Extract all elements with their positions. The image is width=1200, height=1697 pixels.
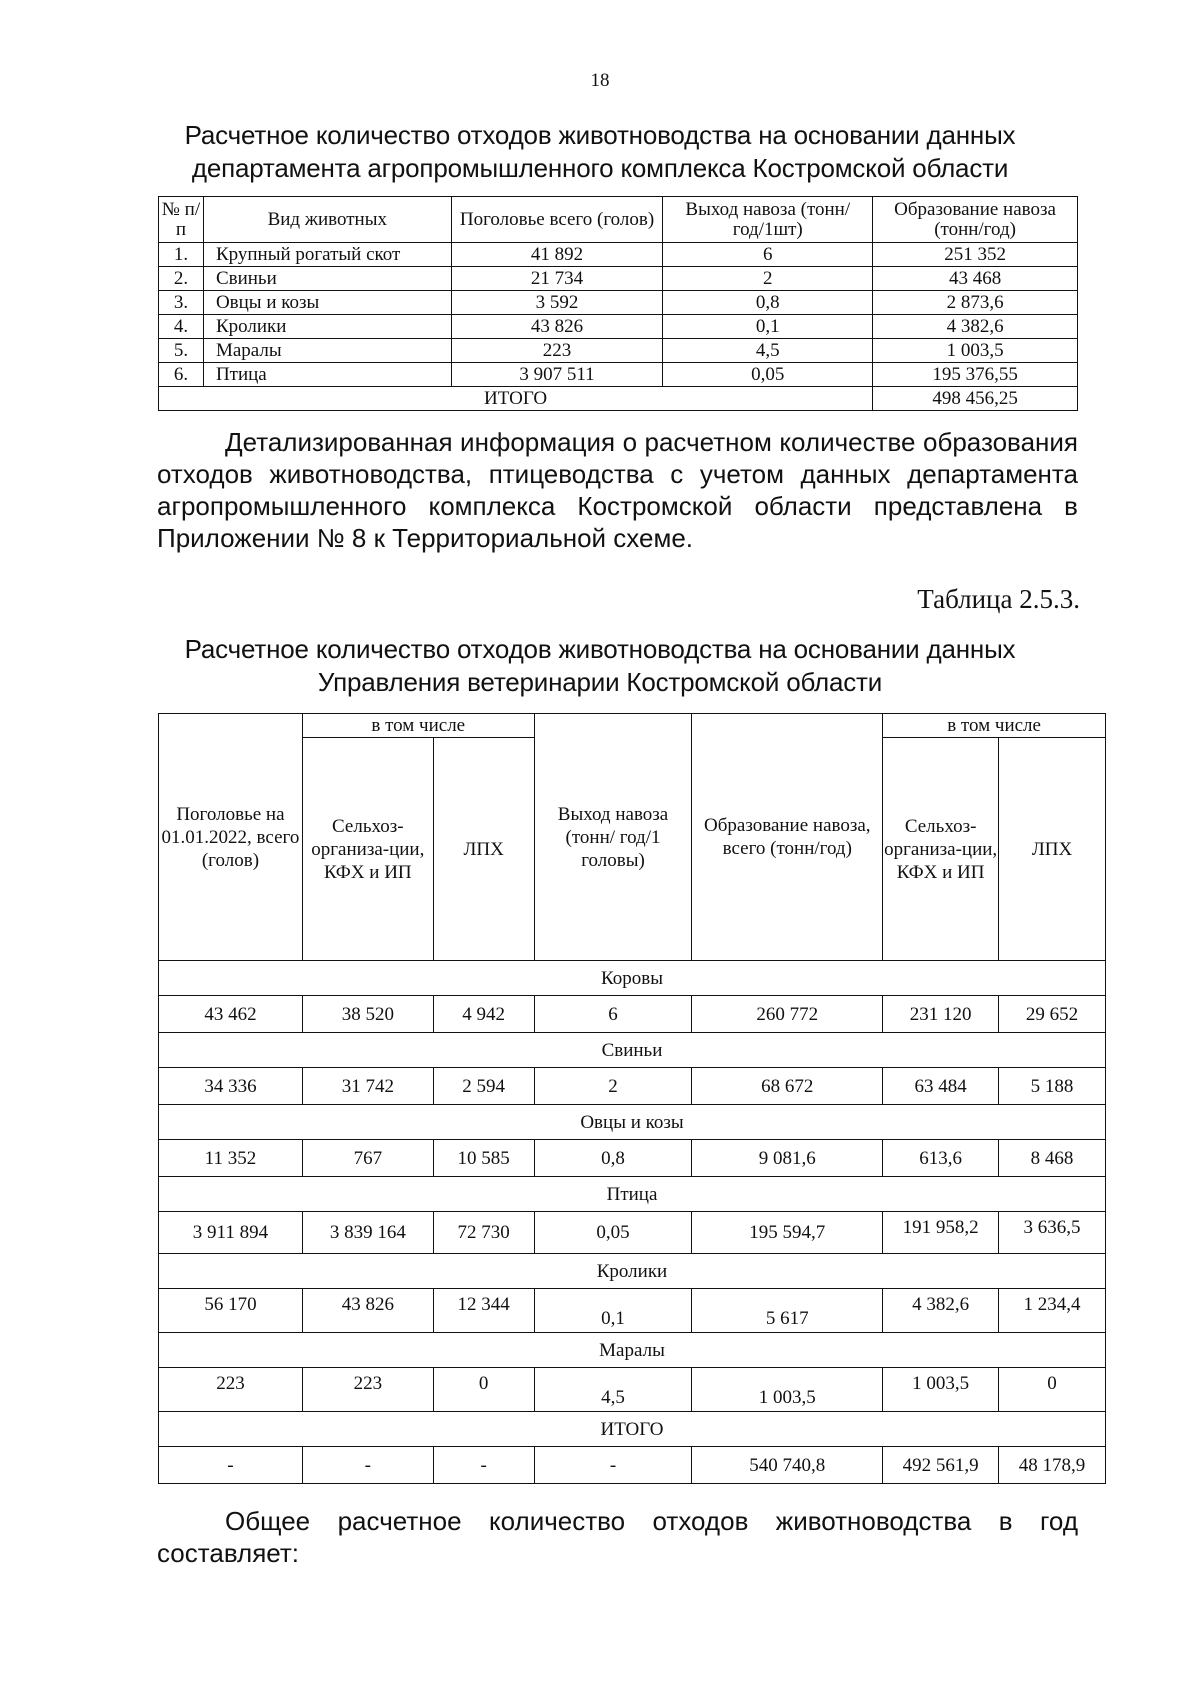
cell-num: 5. — [159, 339, 204, 363]
header-formation: Образование навоза, всего (тонн/год) — [692, 714, 883, 961]
table-row — [159, 363, 1078, 387]
table-row — [159, 1068, 1106, 1105]
paragraph-1 — [157, 426, 1078, 554]
category-row — [159, 1033, 1106, 1068]
cell-formation: 195 376,55 — [873, 363, 1078, 387]
cell-agro-formation: 63 484 — [883, 1068, 999, 1105]
table2-total-row — [159, 1447, 1106, 1484]
cell-count: 3 907 511 — [451, 363, 663, 387]
table1-total-row — [159, 387, 1078, 411]
cell-formation: 5 617 — [692, 1289, 883, 1333]
cell-count: 21 734 — [451, 267, 663, 291]
total-cell: 48 178,9 — [999, 1447, 1106, 1484]
cell-num: 1. — [159, 243, 204, 267]
cell-count: 43 826 — [451, 315, 663, 339]
table-row — [159, 291, 1078, 315]
cell-formation: 260 772 — [692, 996, 883, 1033]
cell-agro-formation: 613,6 — [883, 1140, 999, 1177]
total-cell: - — [302, 1447, 433, 1484]
cell-output: 6 — [663, 243, 873, 267]
cell-count: 43 462 — [159, 996, 303, 1033]
paragraph-line: Приложении № 8 к Территориальной схеме. — [157, 523, 694, 553]
table1-title-line: Расчетное количество отходов животноводства на основании данных — [184, 120, 1016, 150]
table2-title-line: Расчетное количество отходов животноводства на основании данных — [184, 634, 1016, 664]
total-cell: 540 740,8 — [692, 1447, 883, 1484]
paragraph-2 — [157, 1505, 1078, 1569]
cell-agro-formation: 4 382,6 — [883, 1289, 999, 1333]
cell-output: 2 — [534, 1068, 692, 1105]
cell-agro: 43 826 — [302, 1289, 433, 1333]
cell-output: 0,1 — [663, 315, 873, 339]
cell-agro-formation: 231 120 — [883, 996, 999, 1033]
cell-formation: 2 873,6 — [873, 291, 1078, 315]
category-label: Овцы и козы — [159, 1105, 1106, 1140]
cell-lph-formation: 29 652 — [999, 996, 1106, 1033]
cell-formation: 9 081,6 — [692, 1140, 883, 1177]
cell-num: 4. — [159, 315, 204, 339]
category-label: Кролики — [159, 1254, 1106, 1289]
cell-count: 34 336 — [159, 1068, 303, 1105]
cell-formation: 4 382,6 — [873, 315, 1078, 339]
header-num: № п/п — [159, 197, 204, 243]
category-row — [159, 1105, 1106, 1140]
cell-output: 4,5 — [663, 339, 873, 363]
cell-num: 6. — [159, 363, 204, 387]
total-value: 498 456,25 — [873, 387, 1078, 411]
total-label: ИТОГО — [159, 1412, 1106, 1447]
header-lph-right: ЛПХ — [999, 738, 1106, 961]
category-label: Свиньи — [159, 1033, 1106, 1068]
table2-title — [150, 633, 1050, 699]
category-row — [159, 1177, 1106, 1212]
cell-type: Маралы — [203, 339, 451, 363]
cell-count: 223 — [451, 339, 663, 363]
cell-agro-formation: 191 958,2 — [883, 1212, 999, 1254]
cell-type: Свиньи — [203, 267, 451, 291]
category-row — [159, 1333, 1106, 1368]
cell-lph: 10 585 — [433, 1140, 534, 1177]
cell-lph-formation: 0 — [999, 1368, 1106, 1412]
category-row — [159, 961, 1106, 996]
header-count: Поголовье всего (голов) — [451, 197, 663, 243]
table1-title-line: департамента агропромышленного комплекса Костромской области — [191, 153, 1009, 183]
cell-num: 3. — [159, 291, 204, 315]
table-row — [159, 243, 1078, 267]
total-cell: - — [159, 1447, 303, 1484]
cell-output: 0,05 — [534, 1212, 692, 1254]
cell-output: 0,8 — [534, 1140, 692, 1177]
header-formation: Образование навоза (тонн/год) — [873, 197, 1078, 243]
cell-count: 56 170 — [159, 1289, 303, 1333]
table-label: Таблица 2.5.3. — [917, 584, 1080, 614]
cell-count: 3 911 894 — [159, 1212, 303, 1254]
paragraph-line: Общее расчетное количество отходов животноводства в год — [225, 1506, 1078, 1536]
category-label: Птица — [159, 1177, 1106, 1212]
category-row — [159, 1254, 1106, 1289]
cell-lph-formation: 3 636,5 — [999, 1212, 1106, 1254]
header-count: Поголовье на 01.01.2022, всего (голов) — [159, 714, 303, 961]
cell-type: Крупный рогатый скот — [203, 243, 451, 267]
category-row — [159, 1412, 1106, 1447]
cell-formation: 1 003,5 — [873, 339, 1078, 363]
cell-type: Овцы и козы — [203, 291, 451, 315]
table2 — [158, 713, 1106, 1484]
table-row — [159, 1289, 1106, 1333]
header-lph-left: ЛПХ — [433, 738, 534, 961]
cell-lph: 72 730 — [433, 1212, 534, 1254]
cell-count: 41 892 — [451, 243, 663, 267]
cell-num: 2. — [159, 267, 204, 291]
header-agro-left: Сельхоз-организа-ции, КФХ и ИП — [302, 738, 433, 961]
cell-count: 11 352 — [159, 1140, 303, 1177]
total-cell: 492 561,9 — [883, 1447, 999, 1484]
table-row — [159, 315, 1078, 339]
table2-header-row-1 — [159, 714, 1106, 738]
cell-type: Птица — [203, 363, 451, 387]
table1 — [158, 196, 1078, 411]
cell-formation: 1 003,5 — [692, 1368, 883, 1412]
paragraph-line: агропромышленного комплекса Костромской области представлена в — [157, 491, 1078, 521]
header-in-total-left: в том числе — [302, 714, 534, 738]
table1-header-row — [159, 197, 1078, 243]
cell-formation: 43 468 — [873, 267, 1078, 291]
paragraph-line: Детализированная информация о расчетном количестве образования — [225, 427, 1078, 457]
cell-agro: 223 — [302, 1368, 433, 1412]
category-label: Маралы — [159, 1333, 1106, 1368]
table-row — [159, 996, 1106, 1033]
cell-formation: 195 594,7 — [692, 1212, 883, 1254]
cell-agro: 767 — [302, 1140, 433, 1177]
total-cell: - — [433, 1447, 534, 1484]
cell-agro-formation: 1 003,5 — [883, 1368, 999, 1412]
table-row — [159, 1140, 1106, 1177]
table-row — [159, 1368, 1106, 1412]
cell-output: 6 — [534, 996, 692, 1033]
total-cell: - — [534, 1447, 692, 1484]
cell-agro: 38 520 — [302, 996, 433, 1033]
cell-output: 0,1 — [534, 1289, 692, 1333]
cell-agro: 31 742 — [302, 1068, 433, 1105]
header-agro-right: Сельхоз-организа-ции, КФХ и ИП — [883, 738, 999, 961]
cell-output: 0,8 — [663, 291, 873, 315]
page-number: 18 — [590, 70, 610, 91]
table-row — [159, 339, 1078, 363]
total-label: ИТОГО — [159, 387, 873, 411]
cell-count: 3 592 — [451, 291, 663, 315]
cell-lph: 4 942 — [433, 996, 534, 1033]
header-output: Выход навоза (тонн/ год/1 головы) — [534, 714, 692, 961]
cell-lph: 2 594 — [433, 1068, 534, 1105]
table-row — [159, 267, 1078, 291]
header-type: Вид животных — [203, 197, 451, 243]
paragraph-line: отходов животноводства, птицеводства с учетом данных департамента — [157, 459, 1078, 489]
table2-title-line: Управления ветеринарии Костромской области — [317, 667, 883, 697]
cell-agro: 3 839 164 — [302, 1212, 433, 1254]
cell-formation: 68 672 — [692, 1068, 883, 1105]
cell-output: 4,5 — [534, 1368, 692, 1412]
cell-lph-formation: 8 468 — [999, 1140, 1106, 1177]
cell-count: 223 — [159, 1368, 303, 1412]
cell-output: 0,05 — [663, 363, 873, 387]
paragraph-line: составляет: — [157, 1538, 300, 1568]
cell-lph: 12 344 — [433, 1289, 534, 1333]
header-in-total-right: в том числе — [883, 714, 1106, 738]
cell-output: 2 — [663, 267, 873, 291]
table-row — [159, 1212, 1106, 1254]
cell-lph-formation: 1 234,4 — [999, 1289, 1106, 1333]
header-output: Выход навоза (тонн/год/1шт) — [663, 197, 873, 243]
cell-type: Кролики — [203, 315, 451, 339]
cell-lph: 0 — [433, 1368, 534, 1412]
category-label: Коровы — [159, 961, 1106, 996]
table1-title — [150, 119, 1050, 185]
cell-formation: 251 352 — [873, 243, 1078, 267]
cell-lph-formation: 5 188 — [999, 1068, 1106, 1105]
